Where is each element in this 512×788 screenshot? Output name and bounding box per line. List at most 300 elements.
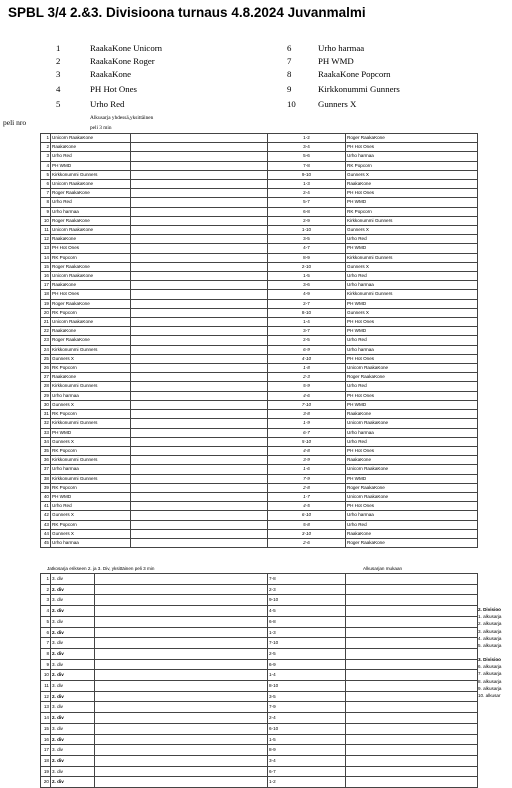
division-3-legend <box>478 656 502 699</box>
division-label: 3. div <box>51 702 95 713</box>
pairing: 5-6 <box>268 152 346 161</box>
score-cell <box>131 474 268 483</box>
home-team: PH Hot Ones <box>51 290 131 299</box>
home-team: RK Popcorn <box>51 410 131 419</box>
game-number: 14 <box>41 713 51 724</box>
score-cell <box>131 345 268 354</box>
home-team: Kirkkonummi Gunners <box>51 474 131 483</box>
away-team: Urho harmaa <box>346 345 478 354</box>
game-row <box>41 161 478 170</box>
playoff-row <box>41 606 478 617</box>
result-cell <box>346 616 478 627</box>
score-cell <box>131 253 268 262</box>
game-number: 17 <box>41 281 51 290</box>
home-team: Urho Red <box>51 152 131 161</box>
home-team: Gunners X <box>51 400 131 409</box>
result-cell <box>346 755 478 766</box>
game-number: 7 <box>41 638 51 649</box>
game-row <box>41 290 478 299</box>
division-label: 3. div <box>51 595 95 606</box>
game-number: 15 <box>41 723 51 734</box>
pairing: 3-10 <box>268 529 346 538</box>
score-cell <box>131 134 268 143</box>
team-number: 9 <box>287 84 292 94</box>
game-row <box>41 382 478 391</box>
game-number: 14 <box>41 253 51 262</box>
game-row <box>41 281 478 290</box>
division-seed-line: 10. alkusar <box>478 693 501 699</box>
pairing: 4-8 <box>268 446 346 455</box>
game-number: 40 <box>41 492 51 501</box>
away-team: RaakaKone <box>346 529 478 538</box>
game-number: 31 <box>41 410 51 419</box>
home-team: Gunners X <box>51 437 131 446</box>
division-label: 3. div <box>51 766 95 777</box>
division-label: 2. div <box>51 691 95 702</box>
pairing: 6-9 <box>268 345 346 354</box>
pairing: 3-4 <box>268 143 346 152</box>
team-name: RaakaKone Roger <box>90 56 155 66</box>
home-team: RaakaKone <box>51 327 131 336</box>
home-team: Gunners X <box>51 511 131 520</box>
game-row <box>41 134 478 143</box>
home-team: RaakaKone <box>51 143 131 152</box>
game-number: 7 <box>41 189 51 198</box>
score-cell <box>95 648 268 659</box>
division-seed-line: 4. alkusarja <box>478 635 502 641</box>
home-team: RaakaKone <box>51 281 131 290</box>
pairing: 9-10 <box>268 170 346 179</box>
home-team: Urho Red <box>51 502 131 511</box>
away-team: Kirkkonummi Gunners <box>346 216 478 225</box>
home-team: RK Popcorn <box>51 483 131 492</box>
home-team: PH WMD <box>51 428 131 437</box>
division-seed-line: 9. alkusarja <box>478 685 502 691</box>
pairing: 1-4 <box>268 318 346 327</box>
away-team: Roger RaakaKone <box>346 483 478 492</box>
home-team: Unicorn RaakaKone <box>51 134 131 143</box>
score-cell <box>131 364 268 373</box>
pairing: 6-10 <box>268 723 346 734</box>
away-team: RaakaKone <box>346 410 478 419</box>
score-cell <box>131 502 268 511</box>
pairing: 3-7 <box>268 327 346 336</box>
result-cell <box>346 734 478 745</box>
division-seed-line: 7. alkusarja <box>478 671 502 677</box>
game-row <box>41 474 478 483</box>
score-cell <box>131 428 268 437</box>
division-label: 2. div <box>51 627 95 638</box>
pairing: 9-10 <box>268 595 346 606</box>
game-number: 15 <box>41 262 51 271</box>
team-name: PH WMD <box>318 56 354 66</box>
game-number: 9 <box>41 207 51 216</box>
score-cell <box>131 446 268 455</box>
game-number: 12 <box>41 235 51 244</box>
result-cell <box>346 627 478 638</box>
score-cell <box>95 627 268 638</box>
pairing: 4-10 <box>268 354 346 363</box>
score-cell <box>95 755 268 766</box>
game-number: 19 <box>41 766 51 777</box>
group-stage-table <box>40 133 478 548</box>
pairing: 7-10 <box>268 638 346 649</box>
score-cell <box>131 354 268 363</box>
pairing: 2-3 <box>268 584 346 595</box>
away-team: Unicorn RaakaKone <box>346 364 478 373</box>
score-cell <box>131 216 268 225</box>
page-title: SPBL 3/4 2.&3. Divisioona turnaus 4.8.2024 Juvanmalmi <box>8 5 366 20</box>
division-label: 2. div <box>51 755 95 766</box>
score-cell <box>95 595 268 606</box>
team-name: RaakaKone Unicorn <box>90 43 163 53</box>
division-label: 2. div <box>51 670 95 681</box>
away-team: PH WMD <box>346 400 478 409</box>
score-cell <box>131 272 268 281</box>
game-row <box>41 410 478 419</box>
result-cell <box>346 702 478 713</box>
game-number: 1 <box>41 134 51 143</box>
game-number: 36 <box>41 456 51 465</box>
home-team: RaakaKone <box>51 373 131 382</box>
pairing: 1-7 <box>268 492 346 501</box>
game-row <box>41 207 478 216</box>
away-team: Kirkkonummi Gunners <box>346 290 478 299</box>
game-number: 2 <box>41 143 51 152</box>
home-team: Unicorn RaakaKone <box>51 318 131 327</box>
division-label: 2. div <box>51 734 95 745</box>
game-row <box>41 373 478 382</box>
home-team: Unicorn RaakaKone <box>51 272 131 281</box>
game-number: 5 <box>41 170 51 179</box>
game-number: 11 <box>41 681 51 692</box>
away-team: RK Popcorn <box>346 207 478 216</box>
away-team: PH WMD <box>346 198 478 207</box>
game-row <box>41 327 478 336</box>
home-team: Urho harmaa <box>51 538 131 547</box>
result-cell <box>346 681 478 692</box>
away-team: PH Hot Ones <box>346 143 478 152</box>
game-number: 33 <box>41 428 51 437</box>
score-cell <box>131 244 268 253</box>
game-number: 19 <box>41 299 51 308</box>
team-number: 3 <box>56 69 61 79</box>
game-row <box>41 419 478 428</box>
game-row <box>41 170 478 179</box>
result-cell <box>346 595 478 606</box>
playoff-row <box>41 616 478 627</box>
game-row <box>41 336 478 345</box>
score-cell <box>131 281 268 290</box>
pairing: 6-8 <box>268 207 346 216</box>
game-row <box>41 216 478 225</box>
pairing: 2-4 <box>268 189 346 198</box>
game-row <box>41 400 478 409</box>
game-number: 18 <box>41 755 51 766</box>
score-cell <box>95 745 268 756</box>
pairing: 6-7 <box>268 766 346 777</box>
game-number: 4 <box>41 161 51 170</box>
away-team: Urho harmaa <box>346 511 478 520</box>
score-cell <box>131 511 268 520</box>
division-label: 3. div <box>51 659 95 670</box>
result-cell <box>346 648 478 659</box>
score-cell <box>95 777 268 788</box>
home-team: Gunners X <box>51 354 131 363</box>
pairing: 8-10 <box>268 681 346 692</box>
division-2-legend <box>478 606 502 649</box>
score-cell <box>95 584 268 595</box>
game-row <box>41 465 478 474</box>
away-team: Gunners X <box>346 226 478 235</box>
game-row <box>41 529 478 538</box>
pairing: 6-7 <box>268 428 346 437</box>
game-number: 45 <box>41 538 51 547</box>
game-row <box>41 318 478 327</box>
away-team: PH WMD <box>346 474 478 483</box>
division-seed-line: 2. alkusarja <box>478 621 502 627</box>
score-cell <box>95 670 268 681</box>
score-cell <box>131 235 268 244</box>
team-number: 7 <box>287 56 292 66</box>
score-cell <box>131 400 268 409</box>
playoff-row <box>41 745 478 756</box>
score-cell <box>131 299 268 308</box>
game-number: 35 <box>41 446 51 455</box>
away-team: Gunners X <box>346 308 478 317</box>
score-cell <box>131 207 268 216</box>
pairing: 2-4 <box>268 713 346 724</box>
game-number: 12 <box>41 691 51 702</box>
score-cell <box>131 483 268 492</box>
score-cell <box>131 410 268 419</box>
home-team: Roger RaakaKone <box>51 336 131 345</box>
away-team: PH Hot Ones <box>346 391 478 400</box>
score-cell <box>131 198 268 207</box>
playoff-row <box>41 713 478 724</box>
game-number: 18 <box>41 290 51 299</box>
game-number: 10 <box>41 216 51 225</box>
home-team: Kirkkonummi Gunners <box>51 345 131 354</box>
pairing: 4-6 <box>268 391 346 400</box>
home-team: PH Hot Ones <box>51 244 131 253</box>
pairing: 2-8 <box>268 483 346 492</box>
game-number: 4 <box>41 606 51 617</box>
team-name: PH Hot Ones <box>90 84 137 94</box>
pairing: 4-5 <box>268 502 346 511</box>
away-team: RaakaKone <box>346 180 478 189</box>
game-number: 27 <box>41 373 51 382</box>
away-team: Urho Red <box>346 272 478 281</box>
game-row <box>41 391 478 400</box>
division-seed-line: 8. alkusarja <box>478 678 502 684</box>
result-cell <box>346 713 478 724</box>
score-cell <box>131 318 268 327</box>
game-number: 23 <box>41 336 51 345</box>
division-seed-line: 1. alkusarja <box>478 614 502 620</box>
home-team: Roger RaakaKone <box>51 216 131 225</box>
score-cell <box>131 327 268 336</box>
game-number: 17 <box>41 745 51 756</box>
pairing: 7-8 <box>268 161 346 170</box>
playoff-row <box>41 584 478 595</box>
playoff-table <box>40 573 478 788</box>
playoff-row <box>41 574 478 585</box>
home-team: PH WMD <box>51 161 131 170</box>
division-heading: 2. Divisioo <box>478 607 501 612</box>
away-team: PH Hot Ones <box>346 318 478 327</box>
home-team: Gunners X <box>51 529 131 538</box>
pairing: 2-10 <box>268 262 346 271</box>
game-duration-subtitle: peli 3 min <box>90 125 112 131</box>
away-team: Urho Red <box>346 437 478 446</box>
team-name: Urho Red <box>90 99 125 109</box>
score-cell <box>131 456 268 465</box>
playoff-row <box>41 777 478 788</box>
away-team: Urho harmaa <box>346 152 478 161</box>
game-number: 32 <box>41 419 51 428</box>
game-number: 38 <box>41 474 51 483</box>
division-label: 3. div <box>51 638 95 649</box>
score-cell <box>95 713 268 724</box>
home-team: RK Popcorn <box>51 446 131 455</box>
pairing: 1-9 <box>268 419 346 428</box>
division-label: 3. div <box>51 681 95 692</box>
score-cell <box>131 492 268 501</box>
pairing: 6-10 <box>268 511 346 520</box>
team-number: 6 <box>287 43 292 53</box>
game-row <box>41 308 478 317</box>
playoff-header-right: Alkusarjan mukaan <box>363 566 403 571</box>
score-cell <box>131 382 268 391</box>
team-number: 8 <box>287 69 292 79</box>
home-team: RK Popcorn <box>51 308 131 317</box>
score-cell <box>95 691 268 702</box>
home-team: Kirkkonummi Gunners <box>51 382 131 391</box>
playoff-row <box>41 659 478 670</box>
away-team: Gunners X <box>346 262 478 271</box>
home-team: RaakaKone <box>51 235 131 244</box>
game-row <box>41 428 478 437</box>
game-number: 22 <box>41 327 51 336</box>
division-label: 2. div <box>51 648 95 659</box>
game-number: 43 <box>41 520 51 529</box>
result-cell <box>346 574 478 585</box>
result-cell <box>346 723 478 734</box>
game-number: 39 <box>41 483 51 492</box>
team-name: Kirkkonummi Gunners <box>318 84 400 94</box>
game-number: 6 <box>41 180 51 189</box>
pairing: 1-3 <box>268 627 346 638</box>
result-cell <box>346 659 478 670</box>
score-cell <box>131 262 268 271</box>
division-seed-line: 5. alkusarja <box>478 643 502 649</box>
game-number: 30 <box>41 400 51 409</box>
game-number: 16 <box>41 734 51 745</box>
score-cell <box>95 734 268 745</box>
pairing: 5-9 <box>268 382 346 391</box>
result-cell <box>346 606 478 617</box>
game-row <box>41 299 478 308</box>
game-row <box>41 244 478 253</box>
game-row <box>41 345 478 354</box>
pairing: 8-9 <box>268 745 346 756</box>
score-cell <box>131 161 268 170</box>
away-team: PH Hot Ones <box>346 189 478 198</box>
game-number: 16 <box>41 272 51 281</box>
team-number: 4 <box>56 84 61 94</box>
away-team: Roger RaakaKone <box>346 538 478 547</box>
playoff-row <box>41 638 478 649</box>
division-label: 2. div <box>51 777 95 788</box>
result-cell <box>346 670 478 681</box>
pairing: 1-5 <box>268 272 346 281</box>
score-cell <box>95 681 268 692</box>
pairing: 2-9 <box>268 216 346 225</box>
game-row <box>41 492 478 501</box>
score-cell <box>95 574 268 585</box>
score-cell <box>131 180 268 189</box>
score-cell <box>131 290 268 299</box>
game-number: 9 <box>41 659 51 670</box>
game-row <box>41 511 478 520</box>
game-row <box>41 437 478 446</box>
division-label: 3. div <box>51 616 95 627</box>
team-number: 5 <box>56 99 61 109</box>
away-team: PH WMD <box>346 299 478 308</box>
pairing: 1-2 <box>268 134 346 143</box>
pairing: 3-8 <box>268 410 346 419</box>
score-cell <box>95 702 268 713</box>
team-name: Gunners X <box>318 99 357 109</box>
pairing: 5-7 <box>268 198 346 207</box>
division-label: 3. div <box>51 723 95 734</box>
pairing: 3-5 <box>268 691 346 702</box>
pairing: 1-4 <box>268 670 346 681</box>
game-number: 20 <box>41 777 51 788</box>
home-team: Urho harmaa <box>51 207 131 216</box>
away-team: Urho Red <box>346 520 478 529</box>
game-row <box>41 226 478 235</box>
team-list <box>0 0 512 120</box>
playoff-row <box>41 734 478 745</box>
result-cell <box>346 638 478 649</box>
playoff-row <box>41 670 478 681</box>
pairing: 2-3 <box>268 373 346 382</box>
pairing: 1-8 <box>268 364 346 373</box>
game-row <box>41 253 478 262</box>
score-cell <box>131 170 268 179</box>
score-cell <box>95 606 268 617</box>
game-row <box>41 354 478 363</box>
team-name: RaakaKone Popcorn <box>318 69 391 79</box>
game-row <box>41 502 478 511</box>
game-row <box>41 198 478 207</box>
pairing: 7-9 <box>268 474 346 483</box>
game-row <box>41 538 478 547</box>
away-team: Unicorn RaakaKone <box>346 465 478 474</box>
home-team: Urho Red <box>51 198 131 207</box>
game-number: 3 <box>41 595 51 606</box>
home-team: Urho harmaa <box>51 465 131 474</box>
playoff-row <box>41 755 478 766</box>
pairing: 3-9 <box>268 456 346 465</box>
score-cell <box>131 308 268 317</box>
score-cell <box>131 336 268 345</box>
away-team: PH Hot Ones <box>346 502 478 511</box>
game-number: 44 <box>41 529 51 538</box>
score-cell <box>131 437 268 446</box>
